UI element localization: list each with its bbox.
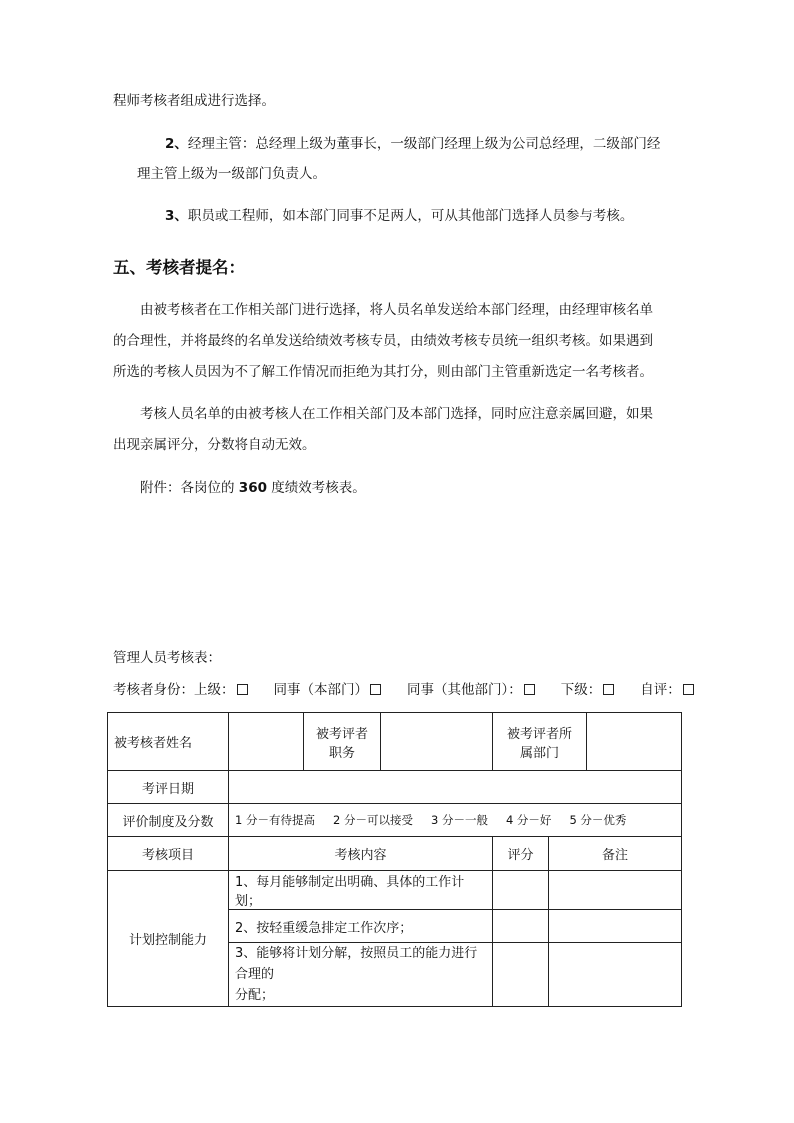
scale-item: 5 分－优秀	[569, 813, 627, 827]
header-score: 评分	[493, 837, 549, 871]
option-colleague-other-dept[interactable]: 同事（其他部门）：	[407, 682, 535, 698]
item-score-cell[interactable]	[493, 910, 549, 943]
header-content: 考核内容	[229, 837, 493, 871]
dept-label-line: 属部门	[520, 745, 560, 761]
category-cell: 计划控制能力	[108, 871, 229, 1007]
position-label-line: 被考评者	[315, 726, 368, 742]
form-title: 管理人员考核表：	[113, 650, 221, 666]
dept-value-cell[interactable]	[587, 713, 682, 771]
section-paragraph-line: 的合理性，并将最终的名单发送给绩效考核专员，由绩效考核专员统一组织考核。如果遇到	[113, 333, 653, 349]
identity-label: 考核者身份：	[113, 682, 194, 698]
option-subordinate[interactable]: 下级：	[561, 682, 615, 698]
item-score-cell[interactable]	[493, 871, 549, 910]
evaluation-table	[107, 712, 682, 1007]
option-colleague-same-dept[interactable]: 同事（本部门）	[274, 682, 382, 698]
section-paragraph-line: 由被考核者在工作相关部门进行选择，将人员名单发送给本部门经理，由经理审核名单	[140, 302, 653, 318]
scale-cell	[229, 804, 682, 837]
list-number: 3、	[165, 208, 188, 224]
checkbox[interactable]	[524, 684, 535, 695]
paragraph-continuation: 程师考核者组成进行选择。	[113, 93, 275, 109]
header-item: 考核项目	[108, 837, 229, 871]
dept-label-line: 被考评者所	[507, 726, 573, 742]
attachment-text: 附件：各岗位的	[140, 480, 235, 496]
checkbox[interactable]	[603, 684, 614, 695]
attachment-text: 度绩效考核表。	[271, 480, 366, 496]
name-value-cell[interactable]	[229, 713, 304, 771]
position-value-cell[interactable]	[381, 713, 493, 771]
identity-row	[113, 680, 694, 700]
item-content-line: 分配；	[235, 988, 275, 1003]
item-content-cell	[229, 943, 493, 1007]
list-number: 2、	[165, 136, 188, 152]
date-label-cell: 考评日期	[108, 771, 229, 804]
item-content-line: 3、能够将计划分解，按照员工的能力进行合理的	[235, 946, 478, 982]
option-superior[interactable]: 上级：	[194, 682, 248, 698]
paragraph-manager-rule-line1	[165, 134, 660, 154]
attachment-number: 360	[238, 480, 267, 496]
checkbox[interactable]	[237, 684, 248, 695]
header-note: 备注	[549, 837, 682, 871]
position-label-line: 职务	[328, 745, 355, 761]
item-note-cell[interactable]	[549, 871, 682, 910]
item-score-cell[interactable]	[493, 943, 549, 1007]
scale-item: 1 分－有待提高	[235, 813, 315, 827]
section-paragraph-line: 考核人员名单的由被考核人在工作相关部门及本部门选择，同时应注意亲属回避，如果	[140, 406, 653, 422]
paragraph-staff-rule	[165, 206, 633, 226]
section-heading: 五、考核者提名：	[113, 258, 245, 277]
item-content-cell: 2、按轻重缓急排定工作次序；	[229, 910, 493, 943]
item-note-cell[interactable]	[549, 943, 682, 1007]
option-self[interactable]: 自评：	[640, 682, 694, 698]
section-paragraph-line: 出现亲属评分，分数将自动无效。	[113, 437, 316, 453]
position-label-cell	[304, 713, 381, 771]
attachment-note	[140, 478, 366, 498]
name-label-cell: 被考核者姓名	[108, 713, 229, 771]
dept-label-cell	[493, 713, 587, 771]
date-value-cell[interactable]	[229, 771, 682, 804]
scale-item: 4 分－好	[505, 813, 552, 827]
list-text: 职员或工程师，如本部门同事不足两人，可从其他部门选择人员参与考核。	[187, 208, 634, 224]
paragraph-manager-rule-line2: 理主管上级为一级部门负责人。	[137, 166, 326, 182]
scale-item: 3 分－一般	[430, 813, 488, 827]
item-note-cell[interactable]	[549, 910, 682, 943]
scale-item: 2 分－可以接受	[332, 813, 413, 827]
section-paragraph-line: 所选的考核人员因为不了解工作情况而拒绝为其打分，则由部门主管重新选定一名考核者。	[113, 364, 653, 380]
scale-label-cell: 评价制度及分数	[108, 804, 229, 837]
list-text: 经理主管：总经理上级为董事长，一级部门经理上级为公司总经理，二级部门经	[187, 136, 661, 152]
checkbox[interactable]	[683, 684, 694, 695]
checkbox[interactable]	[370, 684, 381, 695]
item-content-cell: 1、每月能够制定出明确、具体的工作计划；	[229, 871, 493, 910]
